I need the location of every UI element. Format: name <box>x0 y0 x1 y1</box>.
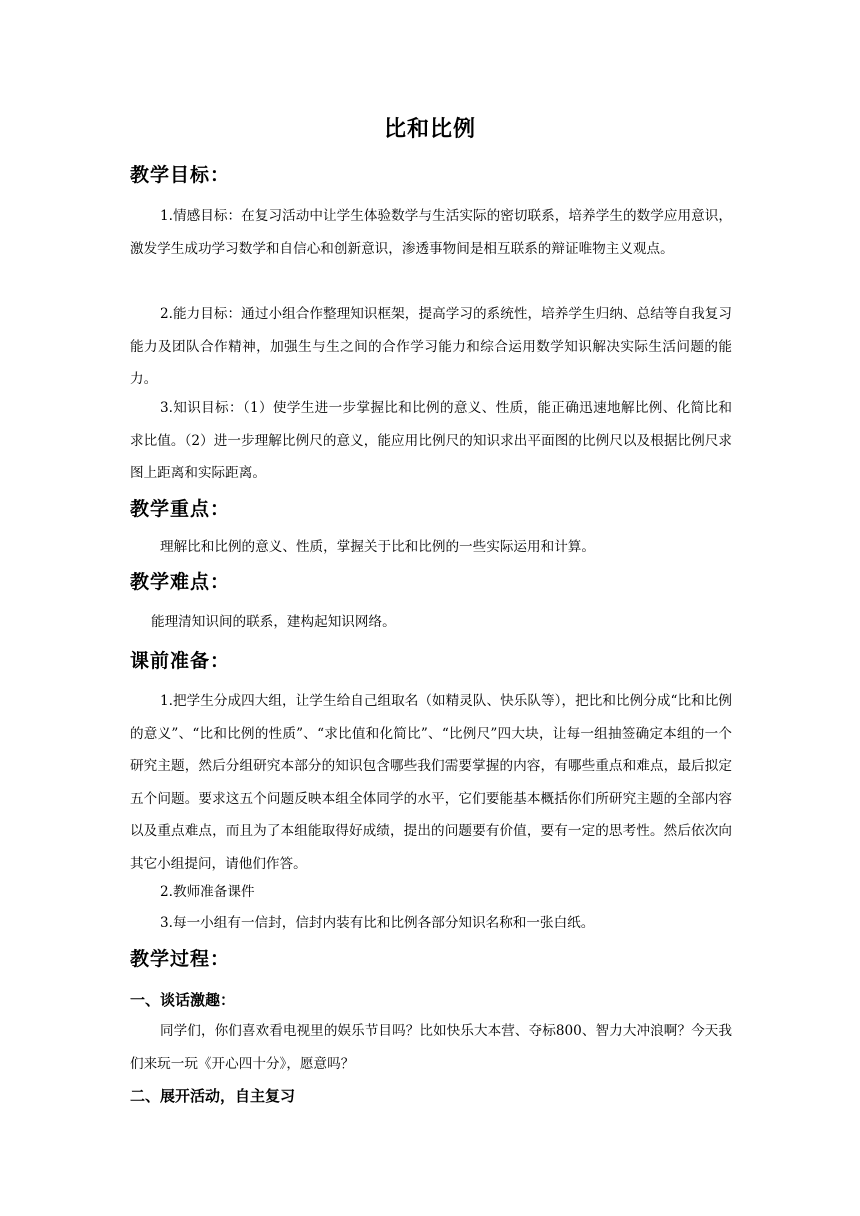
key-points-heading: 教学重点： <box>130 498 231 520</box>
process-step1-text: 同学们，你们喜欢看电视里的娱乐节目吗？比如快乐大本营、夺标800、智力大冲浪啊？今天我们来玩一玩《开心四十分》，愿意吗？ <box>130 1023 732 1072</box>
process-step2-heading: 二、展开活动，自主复习 <box>130 1087 296 1105</box>
preparation-heading: 课前准备： <box>130 650 231 672</box>
objective-item-1: 1.情感目标：在复习活动中让学生体验数学与生活实际的密切联系，培养学生的数学应用意识，激发学生成功学习数学和自信心和创新意识，渗透事物间是相互联系的辩证唯物主义观点。 <box>130 208 732 257</box>
difficulties-text: 能理清知识间的联系，建构起知识网络。 <box>151 614 396 630</box>
objectives-heading: 教学目标： <box>130 164 231 186</box>
preparation-item-1: 1.把学生分成四大组，让学生给自己组取名（如精灵队、快乐队等），把比和比例分成“比和比例的意义”、“比和比例的性质”、“求比值和化简比”、“比例尺”四大块，让每一组抽签确定本组的一个研究主题，然后分组研究本部分的知识包含哪些我们需要掌握的内容，有哪些重点和难点，最后拟定五个问题。要求这五个问题反映本组全体同学的水平，它们要能基本概括你们所研究主题的全部内容以及重点难点，而且为了本组能取得好成绩，提出的问题要有价值，要有一定的思考性。然后依次向其它小组提问，请他们作答。 <box>130 693 732 872</box>
objective-item-3: 3.知识目标：（1）使学生进一步掌握比和比例的意义、性质，能正确迅速地解比例、化简比和求比值。（2）进一步理解比例尺的意义，能应用比例尺的知识求出平面图的比例尺以及根据比例尺求图上距离和实际距离。 <box>130 400 732 482</box>
difficulties-heading: 教学难点： <box>130 571 231 593</box>
document-title: 比和比例 <box>383 117 476 142</box>
objective-item-2: 2.能力目标：通过小组合作整理知识框架，提高学习的系统性，培养学生归纳、总结等自我复习能力及团队合作精神，加强生与生之间的合作学习能力和综合运用数学知识解决实际生活问题的能力。 <box>130 306 732 388</box>
process-step1-heading: 一、谈话激趣： <box>130 991 236 1009</box>
process-heading: 教学过程： <box>130 948 231 970</box>
preparation-item-3: 3.每一小组有一信封，信封内装有比和比例各部分知识名称和一张白纸。 <box>160 915 595 931</box>
preparation-item-2: 2.教师准备课件 <box>160 884 255 900</box>
key-points-text: 理解比和比例的意义、性质，掌握关于比和比例的一些实际运用和计算。 <box>160 539 595 555</box>
